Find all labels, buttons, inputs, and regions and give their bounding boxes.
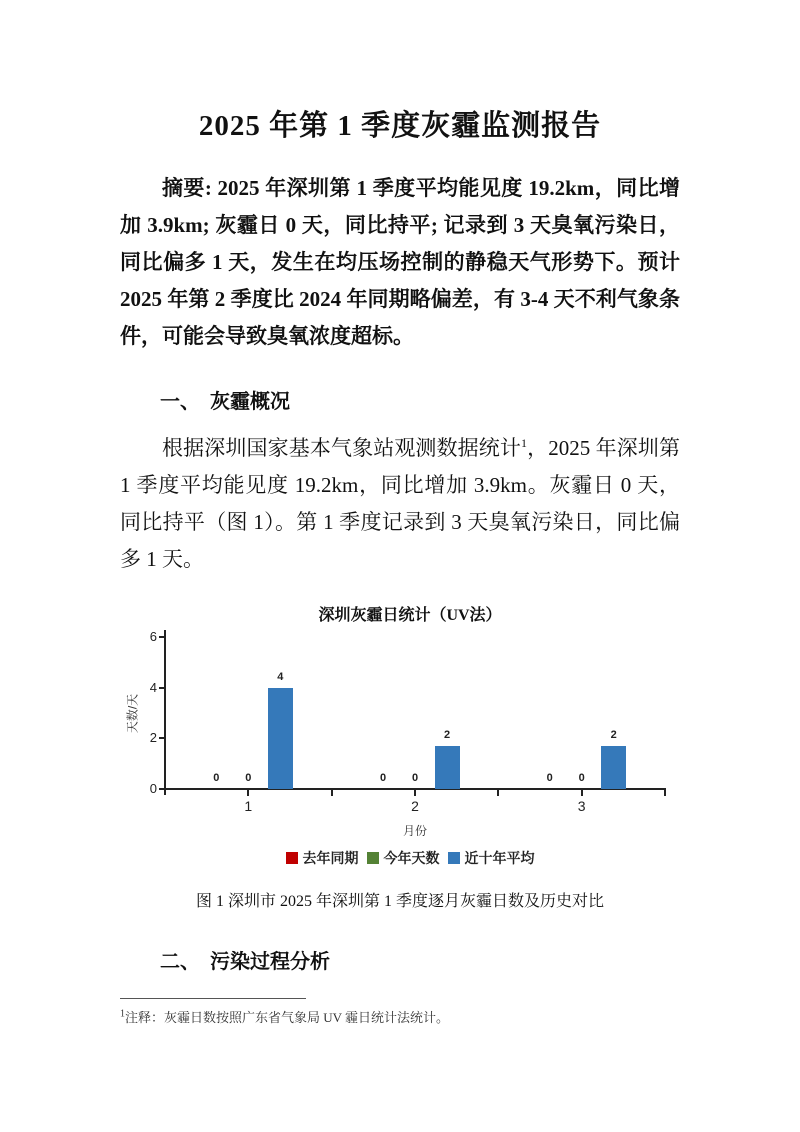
footnote-text: 注释：灰霾日数按照广东省气象局 UV 霾日统计法统计。: [125, 1010, 450, 1025]
haze-days-bar-chart: [120, 600, 700, 878]
y-tick-label: 2: [149, 730, 157, 746]
legend-item-近十年平均: [448, 848, 535, 868]
x-tick-mark: [581, 790, 583, 796]
legend-label: 近十年平均: [464, 850, 535, 866]
x-tick-mark: [331, 790, 333, 796]
x-tick-label: 1: [244, 798, 253, 814]
chart-title: 深圳灰霾日统计（UV法）: [318, 607, 502, 624]
legend-swatch-icon: [367, 852, 379, 864]
footnote-reference-superscript: 1: [521, 436, 528, 450]
legend-item-今年天数: [367, 848, 440, 868]
page-content: [120, 0, 680, 974]
y-tick-label: 4: [149, 679, 157, 695]
abstract-paragraph: 摘要: 2025 年深圳第 1 季度平均能见度 19.2km，同比增加 3.9km; 灰霾日 0 天，同比持平; 记录到 3 天臭氧污染日，同比偏多 1 天，发生在均压场控制的静稳天气形势下。预计 2025 年第 2 季度比 2024 年同期略偏差，有 3-4 天不利气象条件，可能会导致臭氧浓度超标。: [120, 176, 680, 348]
body-paragraph: [120, 430, 680, 578]
y-tick-mark: [159, 788, 165, 790]
chart-legend: [120, 848, 700, 868]
section-heading-pollution-analysis: 二、 污染过程分析: [160, 951, 330, 973]
body-text-after-footnote-ref: ，2025 年深圳第 1 季度平均能见度 19.2km，同比增加 3.9km。灰霾日 0 天，同比持平（图 1）。第 1 季度记录到 3 天臭氧污染日，同比偏多 1 天。: [120, 436, 680, 571]
footnote: [120, 998, 680, 1026]
x-tick-mark: [414, 790, 416, 796]
body-text-before-footnote-ref: 根据深圳国家基本气象站观测数据统计: [162, 436, 522, 460]
chart-y-axis-line: [164, 630, 166, 795]
bar-value-label: 0: [546, 772, 553, 784]
bar-value-label: 0: [379, 772, 387, 784]
chart-bar-近十年平均: [601, 746, 626, 789]
legend-swatch-icon: [286, 852, 298, 864]
y-tick-mark: [159, 636, 165, 638]
chart-bar-近十年平均: [435, 746, 460, 789]
section-heading-haze-overview: 一、 灰霾概况: [160, 391, 290, 413]
y-tick-label: 0: [149, 781, 157, 796]
bar-value-label: 0: [411, 772, 419, 784]
x-tick-mark: [247, 790, 249, 796]
y-tick-mark: [159, 687, 165, 689]
footnote-number: 1: [120, 1008, 125, 1020]
legend-swatch-icon: [448, 852, 460, 864]
chart-y-axis-label: 天数/天: [125, 693, 140, 734]
bar-value-label: 0: [213, 772, 220, 784]
bar-value-label: 4: [277, 670, 284, 683]
x-tick-mark: [664, 790, 666, 796]
footnote-divider: [120, 998, 306, 999]
chart-x-axis-label: 月份: [402, 824, 427, 838]
footnote-text-line: [120, 1007, 680, 1026]
y-tick-label: 6: [149, 629, 157, 644]
bar-value-label: 0: [245, 772, 252, 784]
legend-label: 今年天数: [383, 850, 440, 866]
y-tick-mark: [159, 737, 165, 739]
legend-label: 去年同期: [302, 850, 359, 866]
page-title: 2025 年第 1 季度灰霾监测报告: [198, 110, 602, 142]
bar-value-label: 0: [578, 772, 585, 784]
bar-value-label: 2: [610, 728, 617, 741]
legend-item-去年同期: [286, 848, 359, 868]
chart-bar-近十年平均: [268, 688, 293, 789]
bar-value-label: 2: [443, 728, 451, 741]
x-tick-mark: [497, 790, 499, 796]
x-tick-label: 2: [411, 798, 419, 814]
figure-caption: 图 1 深圳市 2025 年深圳第 1 季度逐月灰霾日数及历史对比: [195, 893, 604, 910]
x-tick-label: 3: [577, 798, 586, 814]
